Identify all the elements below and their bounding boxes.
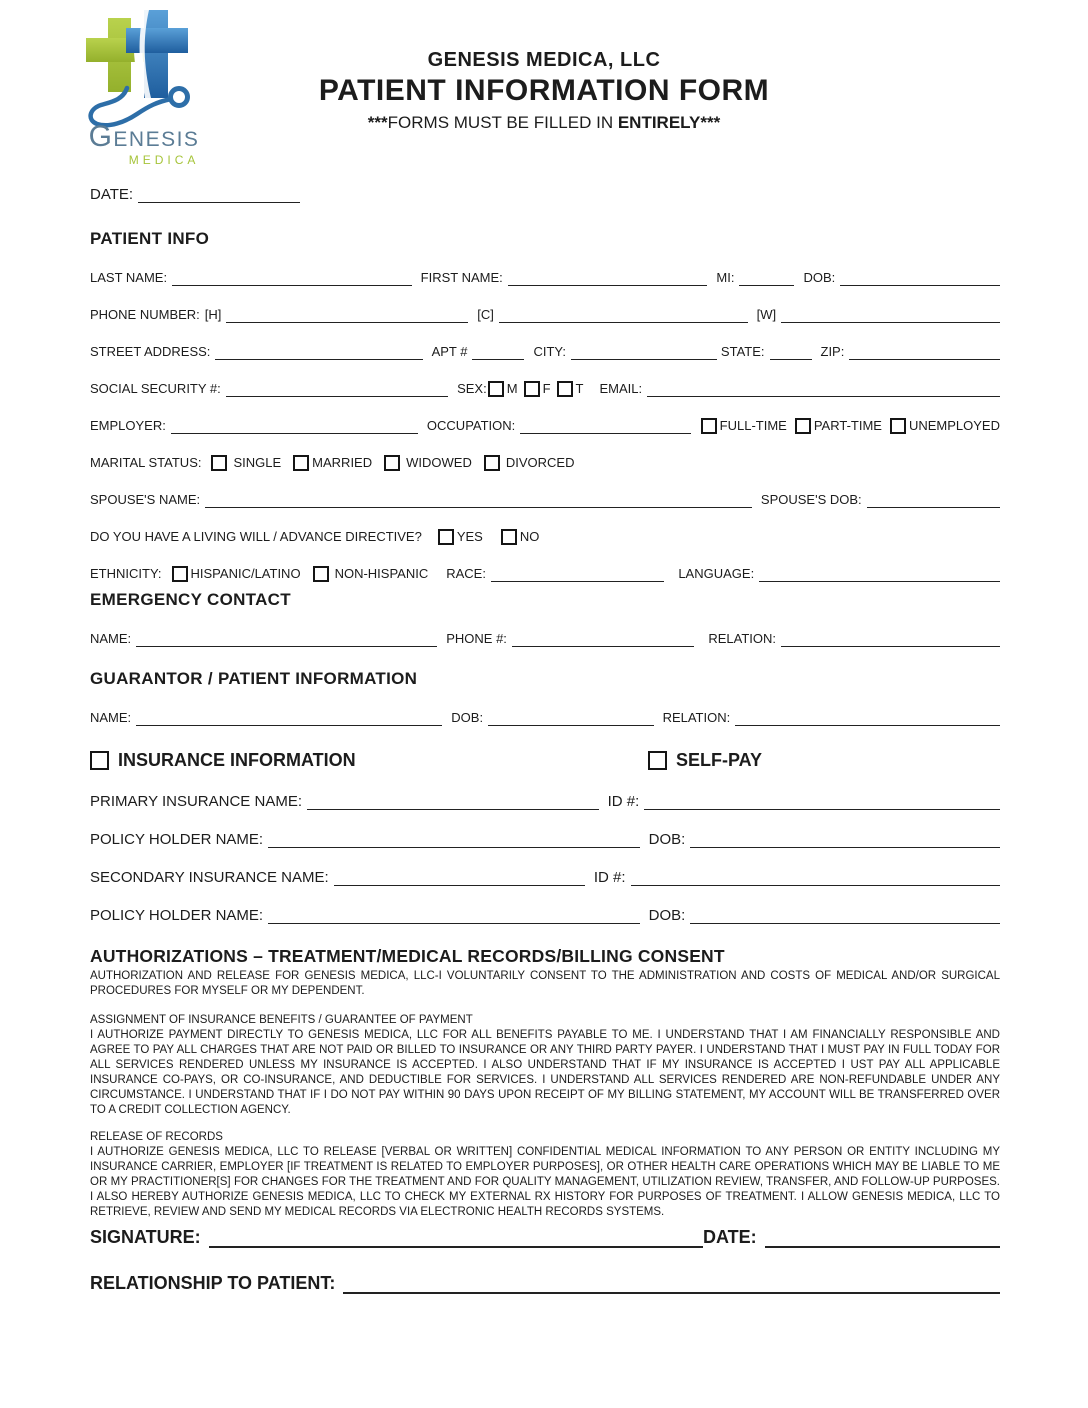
widowed-checkbox[interactable] <box>384 455 400 471</box>
logo <box>74 10 214 166</box>
full-time-checkbox[interactable] <box>701 418 717 434</box>
logo-medica-text: MEDICA <box>128 153 200 167</box>
spouse-name-field[interactable] <box>205 492 752 508</box>
sex-male-label: M <box>506 381 518 396</box>
phone-home-label: [H] <box>204 307 222 322</box>
mi-field[interactable] <box>739 270 794 286</box>
last-name-field[interactable] <box>172 270 412 286</box>
ethnicity-label: ETHNICITY: <box>90 566 162 581</box>
phone-number-label: PHONE NUMBER: <box>90 307 200 322</box>
logo-genesis-text: GENESIS <box>88 120 200 153</box>
guarantor-relation-label: RELATION: <box>662 710 731 725</box>
living-will-yes-checkbox[interactable] <box>438 529 454 545</box>
release-records-paragraph: I AUTHORIZE GENESIS MEDICA, LLC TO RELEASE [VERBAL OR WRITTEN] CONFIDENTIAL MEDICAL INFORMATION TO ANY PERSON OR ENTITY INCLUDING MY INSURANCE CARRIER, EMPLOYER [IF TREATMENT IS RELATED TO EMPLOYER PURPOSES], OR OTHER HEALTH CARE OPERATIONS WHICH MAY BE LIABLE TO ME OR MY PRACTITIONER[S] FOR CHANGES FOR THE TREATMENT AND FOR QUALITY MANAGEMENT, UTILIZATION REVIEW, TRANSFER, AND FOLLOW-UP PURPOSES. I ALSO HEREBY AUTHORIZE GENESIS MEDICA, LLC TO CHECK MY EXTERNAL RX HISTORY FOR PURPOSES OF TREATMENT. I ALLOW GENESIS MEDICA, LLC TO RETRIEVE, REVIEW AND SEND MY MEDICAL RECORDS VIA ELECTRONIC HEALTH RECORDS SYSTEMS. <box>90 1146 1000 1218</box>
dob-field[interactable] <box>840 270 1000 286</box>
primary-id-field[interactable] <box>644 794 1000 810</box>
unemployed-checkbox[interactable] <box>890 418 906 434</box>
policy-holder2-field[interactable] <box>268 908 640 924</box>
first-name-field[interactable] <box>508 270 708 286</box>
policy-holder2-label: POLICY HOLDER NAME: <box>90 907 264 924</box>
release-records-heading: RELEASE OF RECORDS <box>90 1131 223 1143</box>
emergency-name-label: NAME: <box>90 631 132 646</box>
authorization-release-paragraph: AUTHORIZATION AND RELEASE FOR GENESIS MEDICA, LLC-I VOLUNTARILY CONSENT TO THE ADMINISTRATION AND COSTS OF MEDICAL AND/OR SURGICAL PROCEDURES FOR MYSELF OR MY DEPENDENT. <box>90 970 1000 997</box>
divorced-checkbox[interactable] <box>484 455 500 471</box>
guarantor-relation-field[interactable] <box>735 710 1000 726</box>
employer-field[interactable] <box>171 418 418 434</box>
unemployed-label: UNEMPLOYED <box>908 418 1000 433</box>
part-time-label: PART-TIME <box>813 418 882 433</box>
secondary-insurance-field[interactable] <box>334 870 585 886</box>
zip-field[interactable] <box>849 344 1000 360</box>
living-will-label: DO YOU HAVE A LIVING WILL / ADVANCE DIRECTIVE? <box>90 529 422 544</box>
part-time-checkbox[interactable] <box>795 418 811 434</box>
insurance-information-label: INSURANCE INFORMATION <box>118 750 356 770</box>
race-field[interactable] <box>491 566 664 582</box>
signature-date-label: DATE: <box>702 1227 757 1247</box>
widowed-label: WIDOWED <box>406 455 472 470</box>
occupation-field[interactable] <box>520 418 690 434</box>
non-hispanic-checkbox[interactable] <box>313 566 329 582</box>
policy-holder-dob-label: DOB: <box>648 831 686 848</box>
hispanic-label: HISPANIC/LATINO <box>190 566 301 581</box>
patient-info-heading: PATIENT INFO <box>90 229 210 248</box>
non-hispanic-label: NON-HISPANIC <box>334 566 429 581</box>
language-field[interactable] <box>759 566 1000 582</box>
logo-graphic <box>81 10 207 128</box>
state-field[interactable] <box>770 344 812 360</box>
relationship-field[interactable] <box>343 1274 1000 1294</box>
hispanic-checkbox[interactable] <box>172 566 188 582</box>
primary-id-label: ID #: <box>607 793 640 810</box>
first-name-label: FIRST NAME: <box>420 270 503 285</box>
language-label: LANGUAGE: <box>678 566 755 581</box>
primary-insurance-label: PRIMARY INSURANCE NAME: <box>90 793 302 810</box>
married-checkbox[interactable] <box>293 455 309 471</box>
company-name: GENESIS MEDICA, LLC <box>427 49 661 71</box>
signature-label: SIGNATURE: <box>90 1227 201 1247</box>
divorced-label: DIVORCED <box>505 455 575 470</box>
emergency-phone-field[interactable] <box>512 631 694 647</box>
policy-holder-label: POLICY HOLDER NAME: <box>90 831 264 848</box>
sex-t-checkbox[interactable] <box>557 381 573 397</box>
authorizations-heading: AUTHORIZATIONS – TREATMENT/MEDICAL RECORDS/BILLING CONSENT <box>90 946 725 966</box>
sex-female-checkbox[interactable] <box>524 381 540 397</box>
self-pay-label: SELF-PAY <box>676 750 763 770</box>
secondary-id-field[interactable] <box>631 870 1000 886</box>
emergency-relation-field[interactable] <box>781 631 1000 647</box>
emergency-phone-label: PHONE #: <box>446 631 507 646</box>
zip-label: ZIP: <box>820 344 845 359</box>
street-address-field[interactable] <box>215 344 422 360</box>
secondary-insurance-label: SECONDARY INSURANCE NAME: <box>90 869 329 886</box>
spouse-name-label: SPOUSE'S NAME: <box>90 492 201 507</box>
sex-male-checkbox[interactable] <box>488 381 504 397</box>
married-label: MARRIED <box>312 455 373 470</box>
emergency-contact-heading: EMERGENCY CONTACT <box>90 590 291 609</box>
policy-holder-field[interactable] <box>268 832 640 848</box>
form-title: PATIENT INFORMATION FORM <box>318 74 770 107</box>
ssn-label: SOCIAL SECURITY #: <box>90 381 221 396</box>
form-subtitle: ***FORMS MUST BE FILLED IN ENTIRELY*** <box>367 113 721 132</box>
guarantor-dob-field[interactable] <box>488 710 653 726</box>
signature-date-field[interactable] <box>765 1228 1000 1248</box>
guarantor-name-label: NAME: <box>90 710 132 725</box>
insurance-information-checkbox[interactable] <box>90 751 109 770</box>
policy-holder2-dob-label: DOB: <box>648 907 686 924</box>
emergency-name-field[interactable] <box>136 631 437 647</box>
last-name-label: LAST NAME: <box>90 270 168 285</box>
assignment-heading: ASSIGNMENT OF INSURANCE BENEFITS / GUARANTEE OF PAYMENT <box>90 1014 473 1026</box>
date-label: DATE: <box>90 186 134 203</box>
dob-label: DOB: <box>803 270 836 285</box>
email-label: EMAIL: <box>599 381 643 396</box>
employer-label: EMPLOYER: <box>90 418 166 433</box>
marital-status-label: MARITAL STATUS: <box>90 455 202 470</box>
mi-label: MI: <box>716 270 735 285</box>
race-label: RACE: <box>446 566 486 581</box>
relationship-label: RELATIONSHIP TO PATIENT: <box>90 1273 336 1293</box>
living-will-yes-label: YES <box>456 529 483 544</box>
phone-work-label: [W] <box>756 307 777 322</box>
street-address-label: STREET ADDRESS: <box>90 344 211 359</box>
policy-holder2-dob-field[interactable] <box>690 908 1000 924</box>
guarantor-dob-label: DOB: <box>451 710 484 725</box>
date-field[interactable] <box>138 187 300 203</box>
spouse-dob-field[interactable] <box>867 492 1000 508</box>
occupation-label: OCCUPATION: <box>426 418 516 433</box>
sex-t-label: T <box>575 381 584 396</box>
city-label: CITY: <box>533 344 566 359</box>
single-label: SINGLE <box>233 455 282 470</box>
full-time-label: FULL-TIME <box>719 418 787 433</box>
policy-holder-dob-field[interactable] <box>690 832 1000 848</box>
phone-home-field[interactable] <box>226 307 468 323</box>
ssn-field[interactable] <box>226 381 448 397</box>
apt-field[interactable] <box>472 344 524 360</box>
self-pay-checkbox[interactable] <box>648 751 667 770</box>
phone-cell-label: [C] <box>477 307 494 322</box>
apt-label: APT # <box>431 344 468 359</box>
email-field[interactable] <box>647 381 1000 397</box>
living-will-no-checkbox[interactable] <box>501 529 517 545</box>
guarantor-heading: GUARANTOR / PATIENT INFORMATION <box>90 669 418 688</box>
sex-female-label: F <box>542 381 551 396</box>
primary-insurance-field[interactable] <box>307 794 599 810</box>
assignment-paragraph: I AUTHORIZE PAYMENT DIRECTLY TO GENESIS MEDICA, LLC FOR ALL BENEFITS PAYABLE TO ME. I UNDERSTAND THAT I AM FINANCIALLY RESPONSIBLE AND AGREE TO PAY ALL CHARGES THAT ARE NOT PAID OR BILLED TO INSURANCE OR ANY THIRD PARTY PAYER. I UNDERSTAND THAT I MUST PAY IN FULL TODAY FOR ALL SERVICES RENDERED UNLESS MY INSURANCE IS ACCEPTED. I ALSO UNDERSTAND THAT IF MY INSURANCE IS ACCEPTED I UST PAY ALL APPLICABLE INSURANCE CO-PAYS, OR CO-INSURANCE, AND DEDUCTIBLE FOR SERVICES. I UNDERSTAND ALL SERVICES RENDERED ARE NON-REFUNDABLE UNDER ANY CIRCUMSTANCE. I UNDERSTAND THAT IF I DO NOT PAY WITHIN 90 DAYS UPON RECEIPT OF MY BILLING STATEMENT, MY ACCOUNT WILL BE TRANSFERRED OVER TO A CREDIT COLLECTION AGENCY. <box>90 1029 1000 1116</box>
phone-cell-field[interactable] <box>499 307 748 323</box>
emergency-relation-label: RELATION: <box>708 631 777 646</box>
signature-field[interactable] <box>209 1228 703 1248</box>
living-will-no-label: NO <box>519 529 540 544</box>
guarantor-name-field[interactable] <box>136 710 442 726</box>
single-checkbox[interactable] <box>211 455 227 471</box>
secondary-id-label: ID #: <box>593 869 626 886</box>
spouse-dob-label: SPOUSE'S DOB: <box>760 492 862 507</box>
city-field[interactable] <box>571 344 717 360</box>
phone-work-field[interactable] <box>781 307 1000 323</box>
sex-label: SEX: <box>457 381 487 396</box>
state-label: STATE: <box>720 344 765 359</box>
